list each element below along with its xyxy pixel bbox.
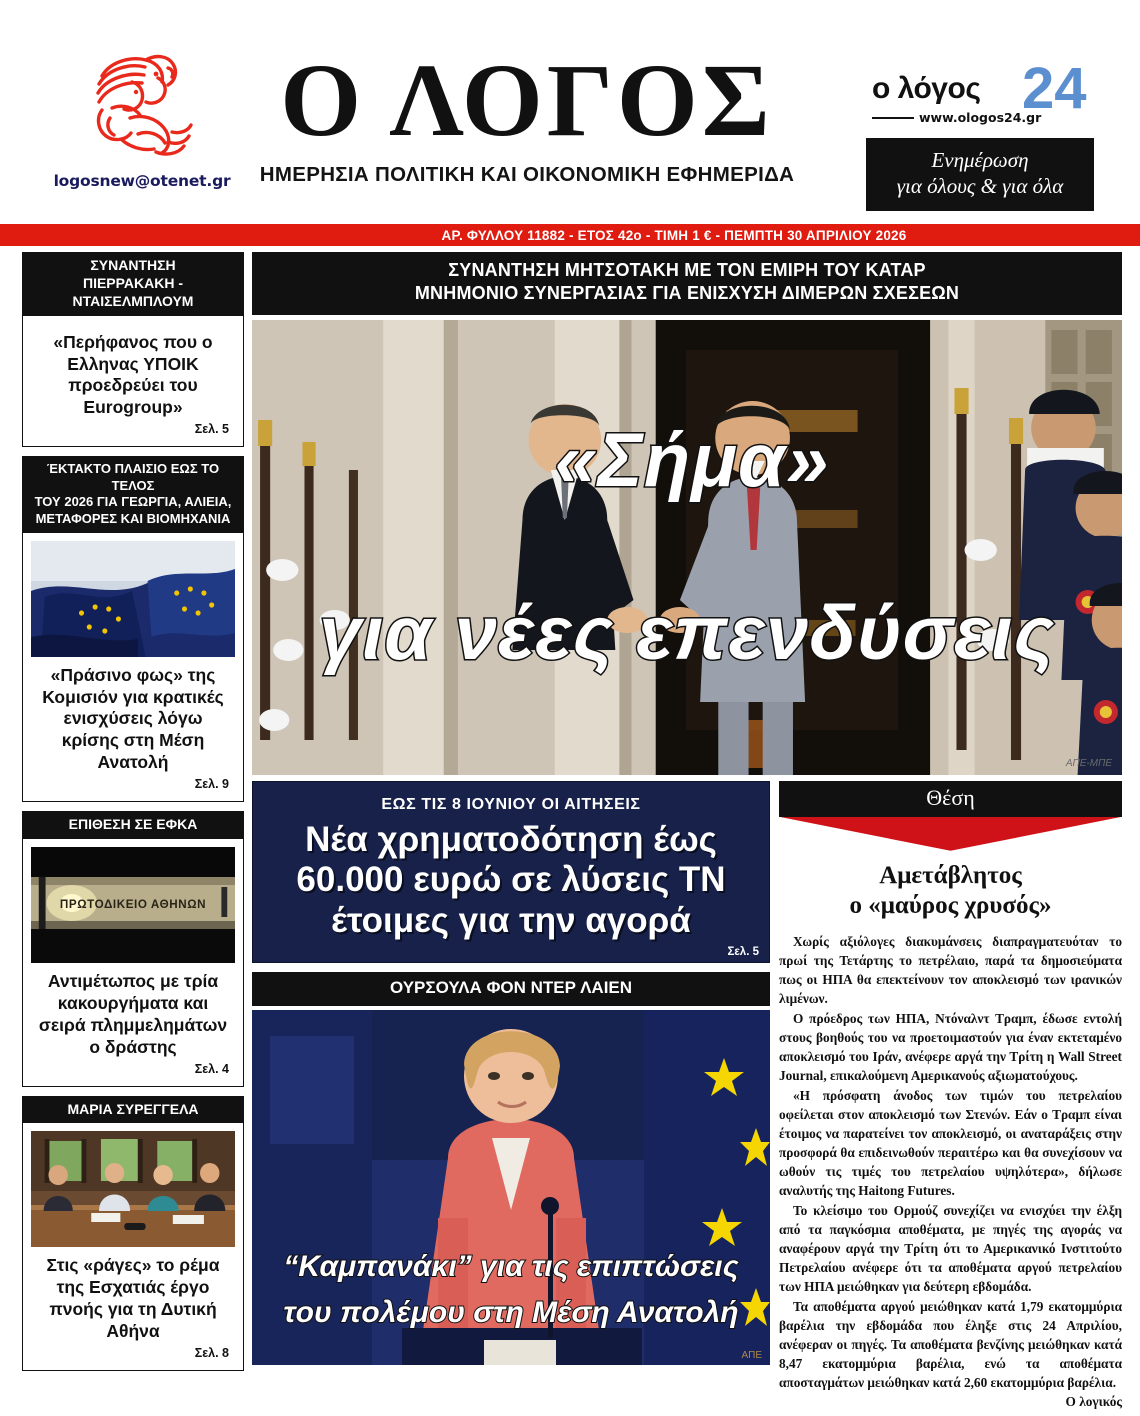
eu-flags-photo-graphic — [31, 541, 235, 657]
lower-section — [252, 781, 1122, 1410]
website-logo-number: 24 — [1022, 56, 1087, 121]
meeting-table-photo — [31, 1131, 235, 1247]
website-logo[interactable] — [866, 56, 1094, 134]
sidebar-item-headline[interactable]: Αντιμέτωπος με τρία κακουργήματα και σειρά πλημμελημάτων ο δράστης — [38, 971, 228, 1057]
header-line-3: ΜΕΤΑΦΟΡΕΣ ΚΑΙ ΒΙΟΜΗΧΑΝΙΑ — [35, 511, 231, 527]
opinion-paragraph: «Η πρόσφατη άνοδος των τιμών του πετρελαίου οφείλεται στον αποκλεισμό των Στενών. Εάν ο Τραμπ είναι έτοιμος να παρατείνει τον αποκλεισμό, οι αναταράξεις στην προσφορά θα επιδεινωθούν περαιτέρω και θα συνεχίσουν να ωθούν τις τιμές του πετρελαίου υψηλότερα», δήλωσε αναλυτής της Haitong Futures. — [779, 1087, 1122, 1198]
header-line-2: ΤΟΥ 2026 ΓΙΑ ΓΕΩΡΓΙΑ, ΑΛΙΕΙΑ, — [34, 494, 232, 510]
main-column — [252, 252, 1122, 1410]
sidebar-item-header — [23, 812, 243, 839]
sidebar-item-page-ref: Σελ. 8 — [194, 1345, 229, 1360]
muses-emblem-icon — [72, 48, 212, 166]
sidebar-item-header — [23, 253, 243, 316]
funding-headline-line-1: Νέα χρηματοδότηση έως — [305, 819, 717, 859]
paper-subtitle: ΗΜΕΡΗΣΙΑ ΠΟΛΙΤΙΚΗ ΚΑΙ ΟΙΚΟΝΟΜΙΚΗ ΕΦΗΜΕΡΙΔΑ — [259, 162, 795, 186]
issue-info-text: ΑΡ. ΦΥΛΛΟΥ 11882 - ΕΤΟΣ 42ο - ΤΙΜΗ 1 € - ΠΕΜΠΤΗ 30 ΑΠΡΙΛΙΟΥ 2026 — [441, 227, 907, 243]
header-line-1: ΕΠΙΘΕΣΗ ΣΕ ΕΦΚΑ — [68, 816, 198, 833]
sidebar-item-page-ref: Σελ. 5 — [194, 422, 229, 437]
sidebar-item-header — [23, 457, 243, 533]
sidebar-item-headline[interactable]: Στις «ράγες» το ρέμα της Εσχατιάς έργο πνοής για τη Δυτική Αθήνα — [46, 1255, 220, 1342]
issue-bar-left-pad — [0, 224, 232, 246]
hero-photo-credit: ΑΠΕ-ΜΠΕ — [1065, 757, 1112, 769]
header-line-2: ΠΙΕΡΡΑΚΑΚΗ - ΝΤΑΙΣΕΛΜΠΛΟΥΜ — [72, 274, 194, 309]
header-line-1: ΜΑΡΙΑ ΣΥΡΕΓΓΕΛΑ — [67, 1100, 199, 1117]
header-line-1: ΈΚΤΑΚΤΟ ΠΛΑΙΣΙΟ ΕΩΣ ΤΟ ΤΕΛΟΣ — [46, 461, 220, 493]
opinion-paragraph: Το κλείσιμο του Ορμούζ συνεχίζει να ενισχύει την έλξη από τα παγκόσμια αποθέματα, με πηγές της αγοράς να αναφέρουν αργά την Τρίτη ότι το Αμερικανικό Ινστιτούτο Πετρελαίου ανέφερε ότι τα αποθέματα αργού πετρελαίου των ΗΠΑ μειώθηκαν για δεύτερη εβδομάδα. — [779, 1202, 1122, 1294]
website-url[interactable]: www.ologos24.gr — [919, 110, 1042, 125]
lead-story-banner — [252, 252, 1122, 315]
funding-story-box[interactable] — [252, 781, 770, 963]
slogan-line-2: για όλους & για όλα — [896, 173, 1064, 198]
sidebar-item-page-ref: Σελ. 4 — [194, 1061, 229, 1076]
sidebar-item-eurogroup[interactable] — [22, 252, 244, 447]
funding-headline-line-3: έτοιμες για την αγορά — [331, 900, 691, 940]
page-title: Ο ΛΟΓΟΣ — [280, 43, 774, 158]
lower-left-column — [252, 781, 770, 1410]
sidebar-item-header — [23, 1097, 243, 1124]
opinion-arrow-icon — [779, 817, 1122, 851]
slogan-line-1: Ενημέρωση — [931, 148, 1029, 172]
content-area — [0, 246, 1140, 1410]
vdl-headline-line-2: του πολέμου στη Μέση Ανατολή — [283, 1296, 739, 1330]
vdl-banner: ΟΥΡΣΟΥΛΑ ΦΟΝ ΝΤΕΡ ΛΑΙΕΝ — [252, 972, 770, 1006]
sidebar-item-page-ref: Σελ. 9 — [194, 777, 229, 792]
website-logo-text: ο λόγος — [872, 72, 981, 105]
eu-flags-photo — [31, 541, 235, 657]
lead-banner-line-1: ΣΥΝΑΝΤΗΣΗ ΜΗΤΣΟΤΑΚΗ ΜΕ ΤΟΝ ΕΜΙΡΗ ΤΟΥ ΚΑΤΑΡ — [448, 260, 926, 280]
sidebar-item-body — [23, 533, 243, 801]
opinion-title — [779, 861, 1122, 922]
opinion-body — [779, 932, 1122, 1392]
svg-text:ΠΡΩΤΟΔΙΚΕΙΟ ΑΘΗΝΩΝ: ΠΡΩΤΟΔΙΚΕΙΟ ΑΘΗΝΩΝ — [59, 896, 207, 912]
funding-headline-line-2: 60.000 ευρώ σε λύσεις ΤΝ — [296, 860, 726, 900]
vdl-headline-line-1: “Καμπανάκι” για τις επιπτώσεις — [283, 1249, 739, 1283]
website-url-row[interactable] — [872, 110, 1041, 125]
vdl-photo-graphic — [252, 1010, 770, 1365]
masthead — [0, 0, 1140, 224]
issue-info-bar — [0, 224, 1140, 246]
rule-divider — [872, 117, 914, 119]
opinion-column — [779, 781, 1122, 1410]
opinion-paragraph: Τα αποθέματα αργού μειώθηκαν κατά 1,79 εκατομμύρια βαρέλια την εβδομάδα που έληξε στις 24 Απριλίου, ανέφεραν οι πηγές. Τα αποθέματα βενζίνης μειώθηκαν κατά 8,47 εκατομμύρια βαρέλια, ενώ τα αποθέματα αποσταγμάτων μειώθηκαν κατά 2,60 εκατομμύρια βαρέλια. — [779, 1298, 1122, 1390]
funding-page-ref: Σελ. 5 — [727, 945, 759, 958]
sidebar-item-efka-attack[interactable] — [22, 811, 244, 1086]
sidebar-item-body — [23, 839, 243, 1086]
vdl-photo-credit: ΑΠΕ — [741, 1349, 762, 1361]
lead-banner-line-2: ΜΝΗΜΟΝΙΟ ΣΥΝΕΡΓΑΣΙΑΣ ΓΙΑ ΕΝΙΣΧΥΣΗ ΔΙΜΕΡΩΝ ΣΧΕΣΕΩΝ — [414, 283, 960, 304]
sidebar-item-headline[interactable]: «Πράσινο φως» της Κομισιόν για κρατικές ενισχύσεις λόγω κρίσης στη Μέση Ανατολή — [42, 664, 224, 773]
sidebar-item-headline[interactable]: «Περήφανος που ο Ελληνας ΥΠΟΙΚ προεδρεύει του Eurogroup» — [53, 331, 213, 418]
opinion-signature: Ο λογικός — [1065, 1393, 1122, 1409]
website-slogan-banner — [866, 138, 1094, 211]
contact-email: logosnew@otenet.gr — [53, 172, 231, 190]
athens-court-photo — [31, 847, 235, 963]
sidebar-item-syreggela[interactable] — [22, 1096, 244, 1371]
mitsotakis-emir-handshake-photo[interactable] — [252, 320, 1122, 775]
opinion-title-line-2: ο «μαύρος χρυσός» — [849, 892, 1052, 920]
opinion-title-line-1: Αμετάβλητος — [879, 861, 1022, 889]
opinion-section-label: Θέση — [779, 781, 1122, 817]
funding-kicker: ΕΩΣ ΤΙΣ 8 ΙΟΥΝΙΟΥ ΟΙ ΑΙΤΗΣΕΙΣ — [381, 795, 641, 813]
von-der-leyen-photo[interactable] — [252, 1010, 770, 1365]
header-line-1: ΣΥΝΑΝΤΗΣΗ — [90, 257, 176, 273]
publisher-logo-block — [46, 48, 238, 190]
athens-court-photo-graphic — [31, 847, 235, 963]
hero-headline-line-2: για νέες επενδύσεις — [319, 591, 1055, 677]
sidebar-item-commission[interactable] — [22, 456, 244, 802]
website-promo-block[interactable] — [866, 56, 1094, 211]
hero-photo-graphic — [252, 320, 1122, 775]
sidebar-item-body — [23, 316, 243, 447]
sidebar — [22, 252, 244, 1410]
sidebar-item-body — [23, 1123, 243, 1370]
opinion-paragraph: Χωρίς αξιόλογες διακυμάνσεις διαπραγματευόταν το πρωί της Τετάρτης το πετρέλαιο, παρά τα δημοσιεύματα πως οι ΗΠΑ θα επεκτείνουν τον αποκλεισμό των ιρανικών λιμένων. — [779, 933, 1122, 1006]
opinion-paragraph: Ο πρόεδρος των ΗΠΑ, Ντόναλντ Τραμπ, έδωσε εντολή στους βοηθούς του να προετοιμαστούν για έναν εκτεταμένο αποκλεισμό του Ιράν, ανέφερε αργά την Τρίτη η Wall Street Journal, επικαλούμενη Αμερικανούς αξιωματούχους. — [779, 1010, 1122, 1083]
hero-headline-line-1: «Σήμα» — [554, 418, 830, 504]
paper-title-block — [232, 43, 822, 187]
meeting-table-photo-graphic — [31, 1131, 235, 1247]
